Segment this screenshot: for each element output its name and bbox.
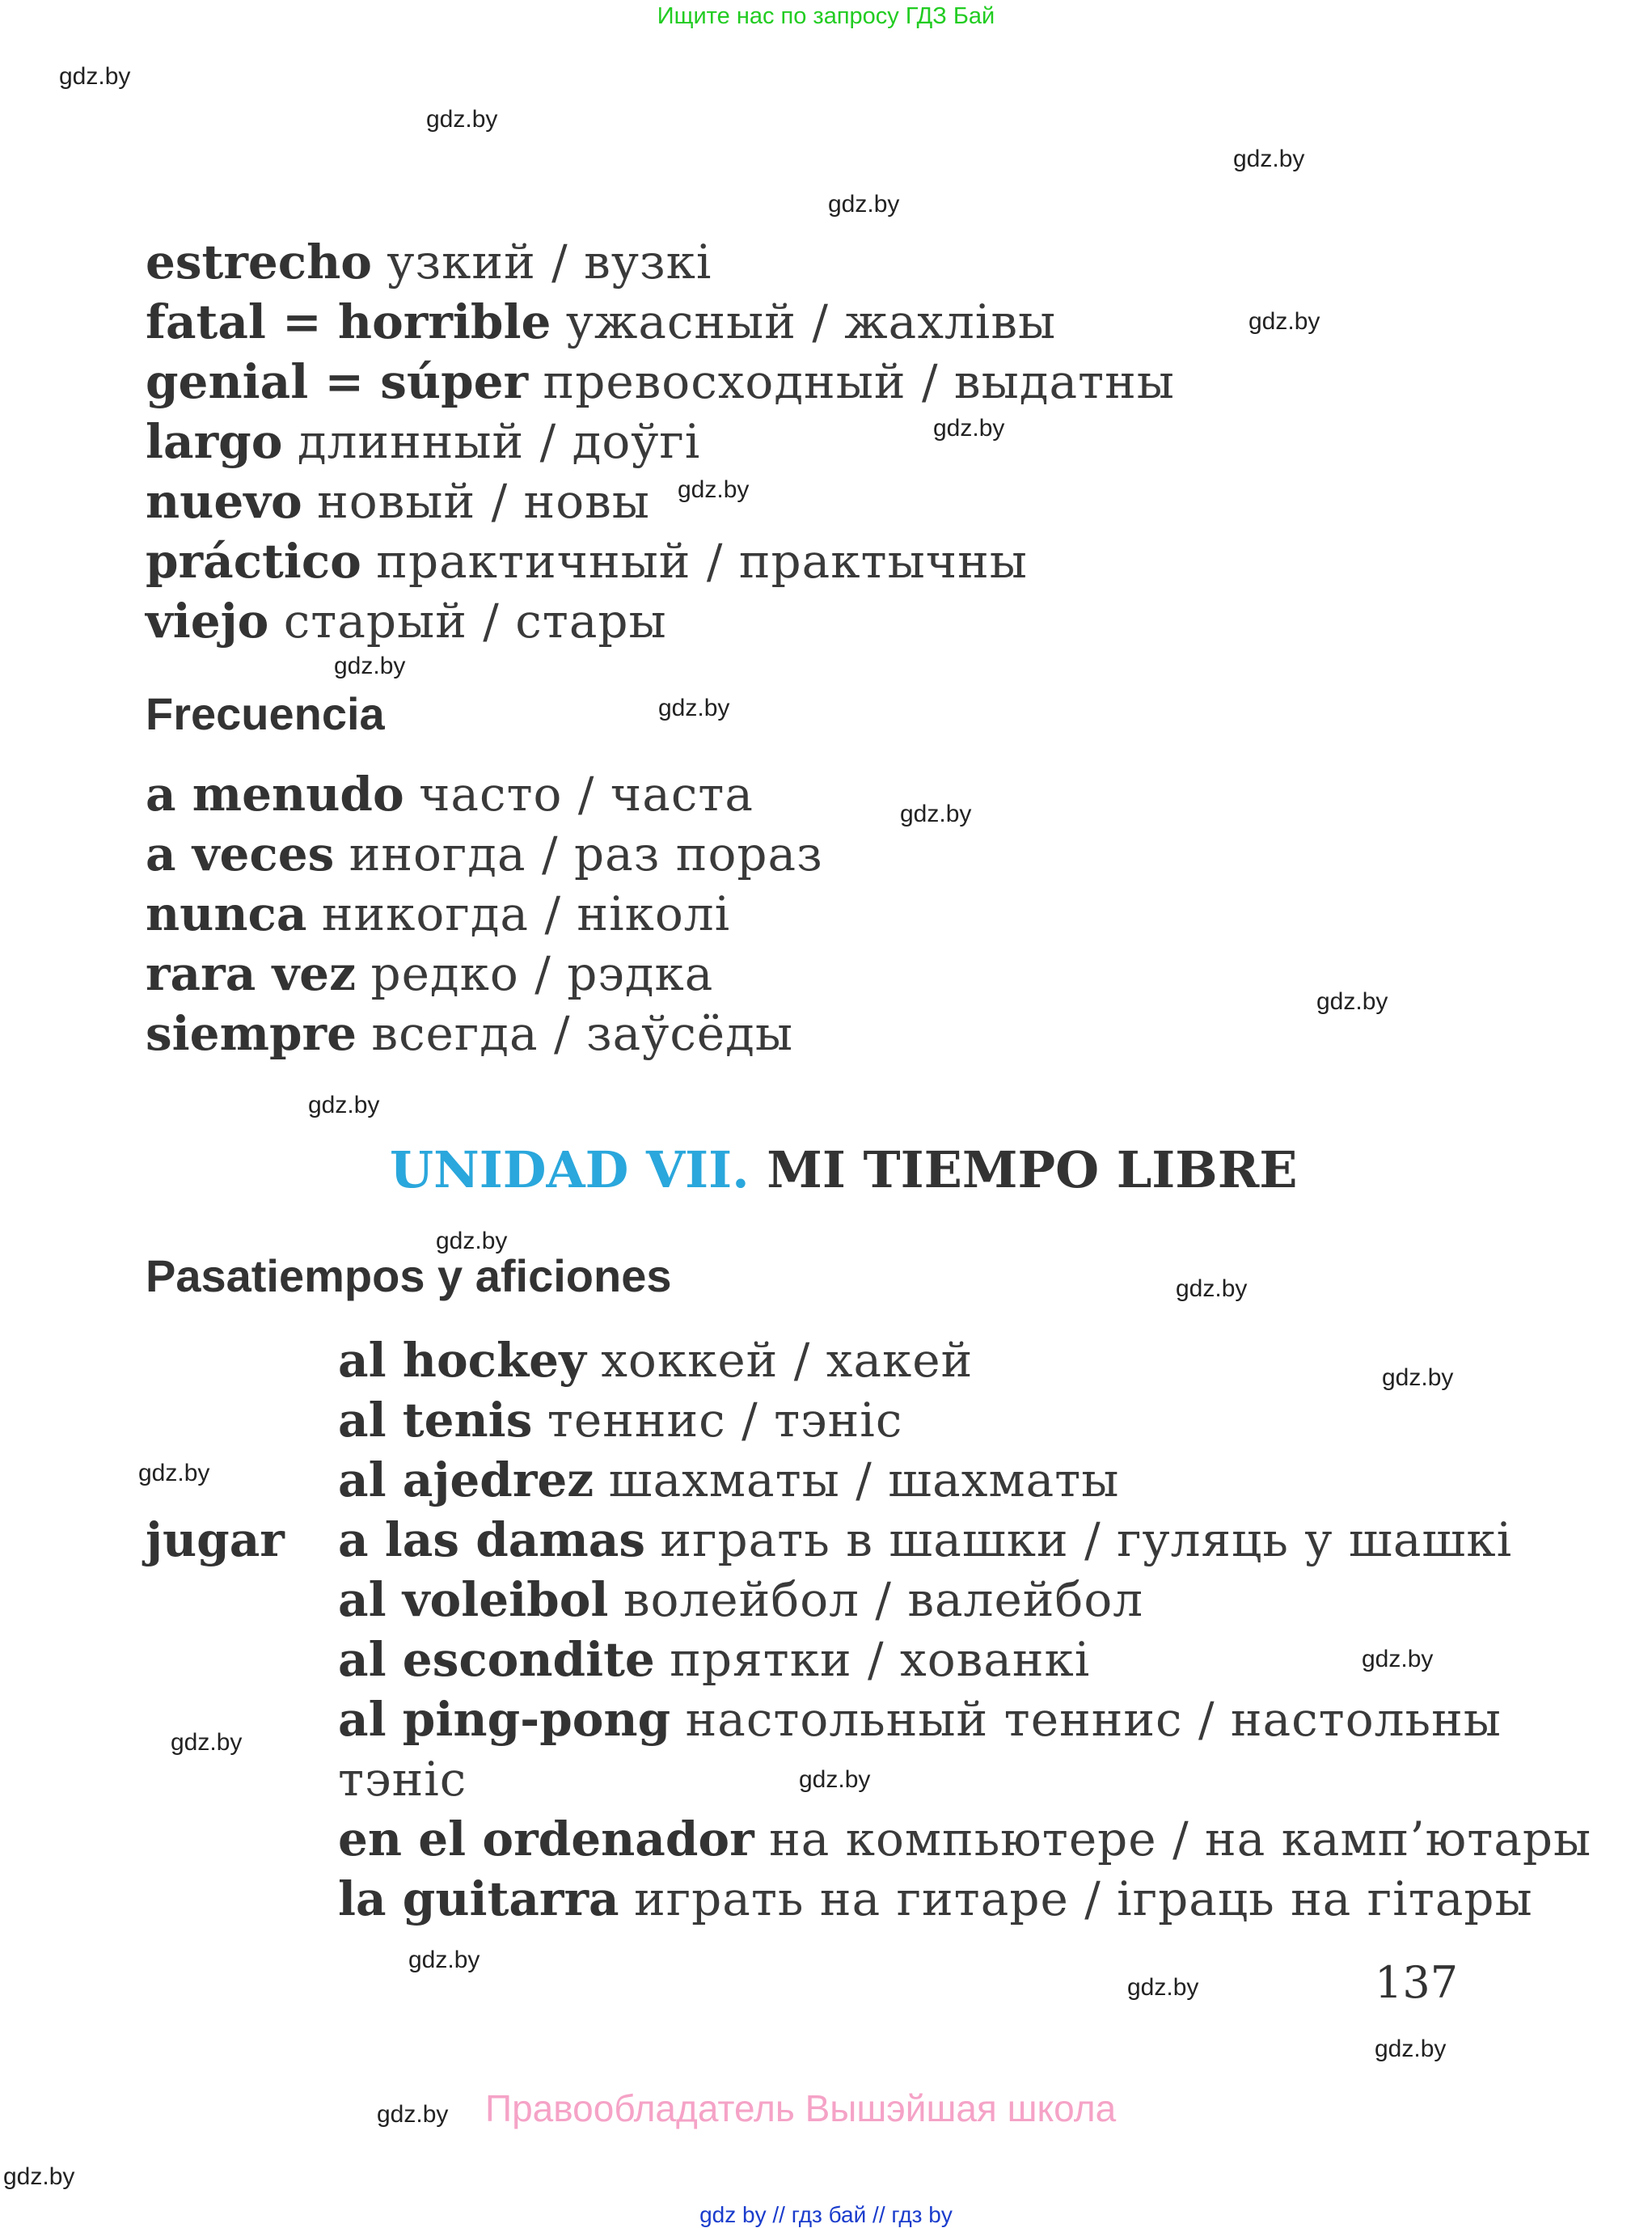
vocab-translation: тэніс [338, 1752, 467, 1807]
vocab-entry [338, 1570, 1438, 1630]
vocab-entry [146, 232, 1175, 292]
watermark: gdz.by [1127, 1974, 1199, 2001]
vocab-term: rara vez [146, 946, 357, 1001]
vocab-translation: ужасный / жахлівы [565, 294, 1057, 349]
watermark: gdz.by [3, 2163, 75, 2190]
vocab-translation: никогда / ніколі [321, 886, 731, 941]
vocab-entry [146, 531, 1175, 591]
section-heading-pasatiempos: Pasatiempos y aficiones [146, 1250, 672, 1301]
vocab-term: nunca [146, 886, 307, 941]
vocab-term: a veces [146, 827, 335, 881]
vocab-entry [338, 1450, 1438, 1510]
vocab-translation: теннис / тэніс [547, 1393, 903, 1448]
watermark: gdz.by [1176, 1275, 1248, 1302]
watermark: gdz.by [426, 106, 498, 133]
vocab-entry [146, 352, 1175, 412]
watermark: gdz.by [1362, 1646, 1434, 1672]
unit-title [390, 1140, 1298, 1199]
vocab-term: práctico [146, 534, 361, 589]
vocab-translation: прятки / хованкі [670, 1632, 1091, 1687]
bottom-link[interactable]: гдз by [891, 2202, 953, 2227]
watermark: gdz.by [1249, 308, 1320, 335]
rights-holder: Правообладатель Вышэйшая школа [485, 2087, 1117, 2129]
frequency-list [146, 764, 823, 1063]
unit-number: UNIDAD VII. [390, 1140, 750, 1199]
watermark: gdz.by [1316, 988, 1388, 1015]
vocab-entry-continuation [338, 1749, 1438, 1809]
verb-jugar: jugar [146, 1512, 285, 1567]
bottom-link[interactable]: гдз бай [791, 2202, 867, 2227]
vocab-translation: настольный теннис / настольны [685, 1692, 1502, 1747]
watermark: gdz.by [799, 1766, 871, 1793]
vocab-term: en el ordenador [338, 1812, 754, 1867]
watermark: gdz.by [334, 653, 406, 679]
vocab-term: genial = súper [146, 354, 529, 409]
separator: // [772, 2202, 785, 2227]
vocab-term: largo [146, 414, 283, 469]
vocab-term: al ajedrez [338, 1452, 594, 1507]
watermark: gdz.by [171, 1729, 243, 1756]
vocab-translation: редко / рэдка [370, 946, 714, 1001]
watermark: gdz.by [377, 2101, 449, 2128]
vocab-term: al hockey [338, 1333, 586, 1388]
vocab-term: a menudo [146, 767, 404, 822]
vocab-translation: волейбол / валейбол [623, 1572, 1144, 1627]
vocab-entry [146, 412, 1175, 471]
vocab-translation: практичный / практычны [376, 534, 1028, 589]
watermark: gdz.by [138, 1460, 210, 1486]
vocab-entry [338, 1869, 1533, 1929]
vocab-term: siempre [146, 1006, 357, 1061]
vocab-entry [338, 1330, 1438, 1390]
watermark: gdz.by [658, 695, 730, 721]
watermark: gdz.by [408, 1947, 480, 1973]
vocab-term: viejo [146, 594, 269, 649]
vocab-entry [146, 944, 823, 1004]
vocab-term: a las damas [338, 1512, 645, 1567]
vocab-entry [338, 1689, 1502, 1749]
vocab-entry [338, 1510, 1513, 1570]
vocab-term: fatal = horrible [146, 294, 551, 349]
vocab-translation: шахматы / шахматы [608, 1452, 1120, 1507]
watermark: gdz.by [1375, 2036, 1447, 2062]
watermark: gdz.by [933, 415, 1005, 442]
vocab-translation: хоккей / хакей [601, 1333, 974, 1388]
watermark: gdz.by [308, 1092, 380, 1118]
hobby-list [338, 1330, 1592, 1929]
vocab-entry [338, 1390, 1438, 1450]
watermark: gdz.by [678, 476, 750, 503]
vocab-entry [146, 471, 1175, 531]
unit-name: MI TIEMPO LIBRE [767, 1140, 1298, 1199]
vocab-entry [338, 1809, 1592, 1869]
vocab-term: al escondite [338, 1632, 655, 1687]
vocab-entry [338, 1630, 1438, 1689]
vocab-translation: всегда / заўсёды [371, 1006, 793, 1061]
separator: // [872, 2202, 885, 2227]
vocab-term: nuevo [146, 474, 302, 529]
vocab-translation: узкий / вузкі [387, 235, 712, 290]
watermark: gdz.by [436, 1228, 508, 1254]
vocab-entry [146, 591, 1175, 651]
vocab-term: estrecho [146, 235, 372, 290]
vocab-term: al voleibol [338, 1572, 609, 1627]
vocab-entry [146, 824, 823, 884]
vocab-translation: старый / стары [283, 594, 667, 649]
top-banner: Ищите нас по запросу ГДЗ Бай [657, 3, 995, 29]
watermark: gdz.by [1233, 146, 1305, 172]
watermark: gdz.by [828, 191, 900, 218]
bottom-link[interactable]: gdz by [699, 2202, 767, 2227]
vocab-translation: играть на гитаре / іграць на гітары [634, 1871, 1533, 1926]
vocab-term: la guitarra [338, 1871, 619, 1926]
vocab-translation: иногда / раз пораз [349, 827, 823, 881]
vocab-entry [146, 1004, 823, 1063]
vocab-translation: на компьютере / на камп’ютары [769, 1812, 1592, 1867]
vocab-translation: часто / часта [419, 767, 754, 822]
vocab-entry [146, 884, 823, 944]
watermark: gdz.by [900, 801, 972, 827]
vocab-translation: длинный / доўгі [297, 414, 701, 469]
watermark: gdz.by [1382, 1364, 1454, 1391]
adjective-list [146, 232, 1175, 651]
vocab-term: al ping-pong [338, 1692, 671, 1747]
vocab-translation: превосходный / выдатны [543, 354, 1175, 409]
vocab-translation: играть в шашки / гуляць у шашкі [660, 1512, 1513, 1567]
vocab-entry [146, 764, 823, 824]
vocab-translation: новый / новы [317, 474, 650, 529]
bottom-links [0, 2202, 1652, 2228]
vocab-entry [146, 292, 1175, 352]
vocab-term: al tenis [338, 1393, 533, 1448]
section-heading-frecuencia: Frecuencia [146, 688, 385, 739]
watermark: gdz.by [59, 63, 131, 90]
page-number: 137 [1375, 1957, 1459, 2008]
